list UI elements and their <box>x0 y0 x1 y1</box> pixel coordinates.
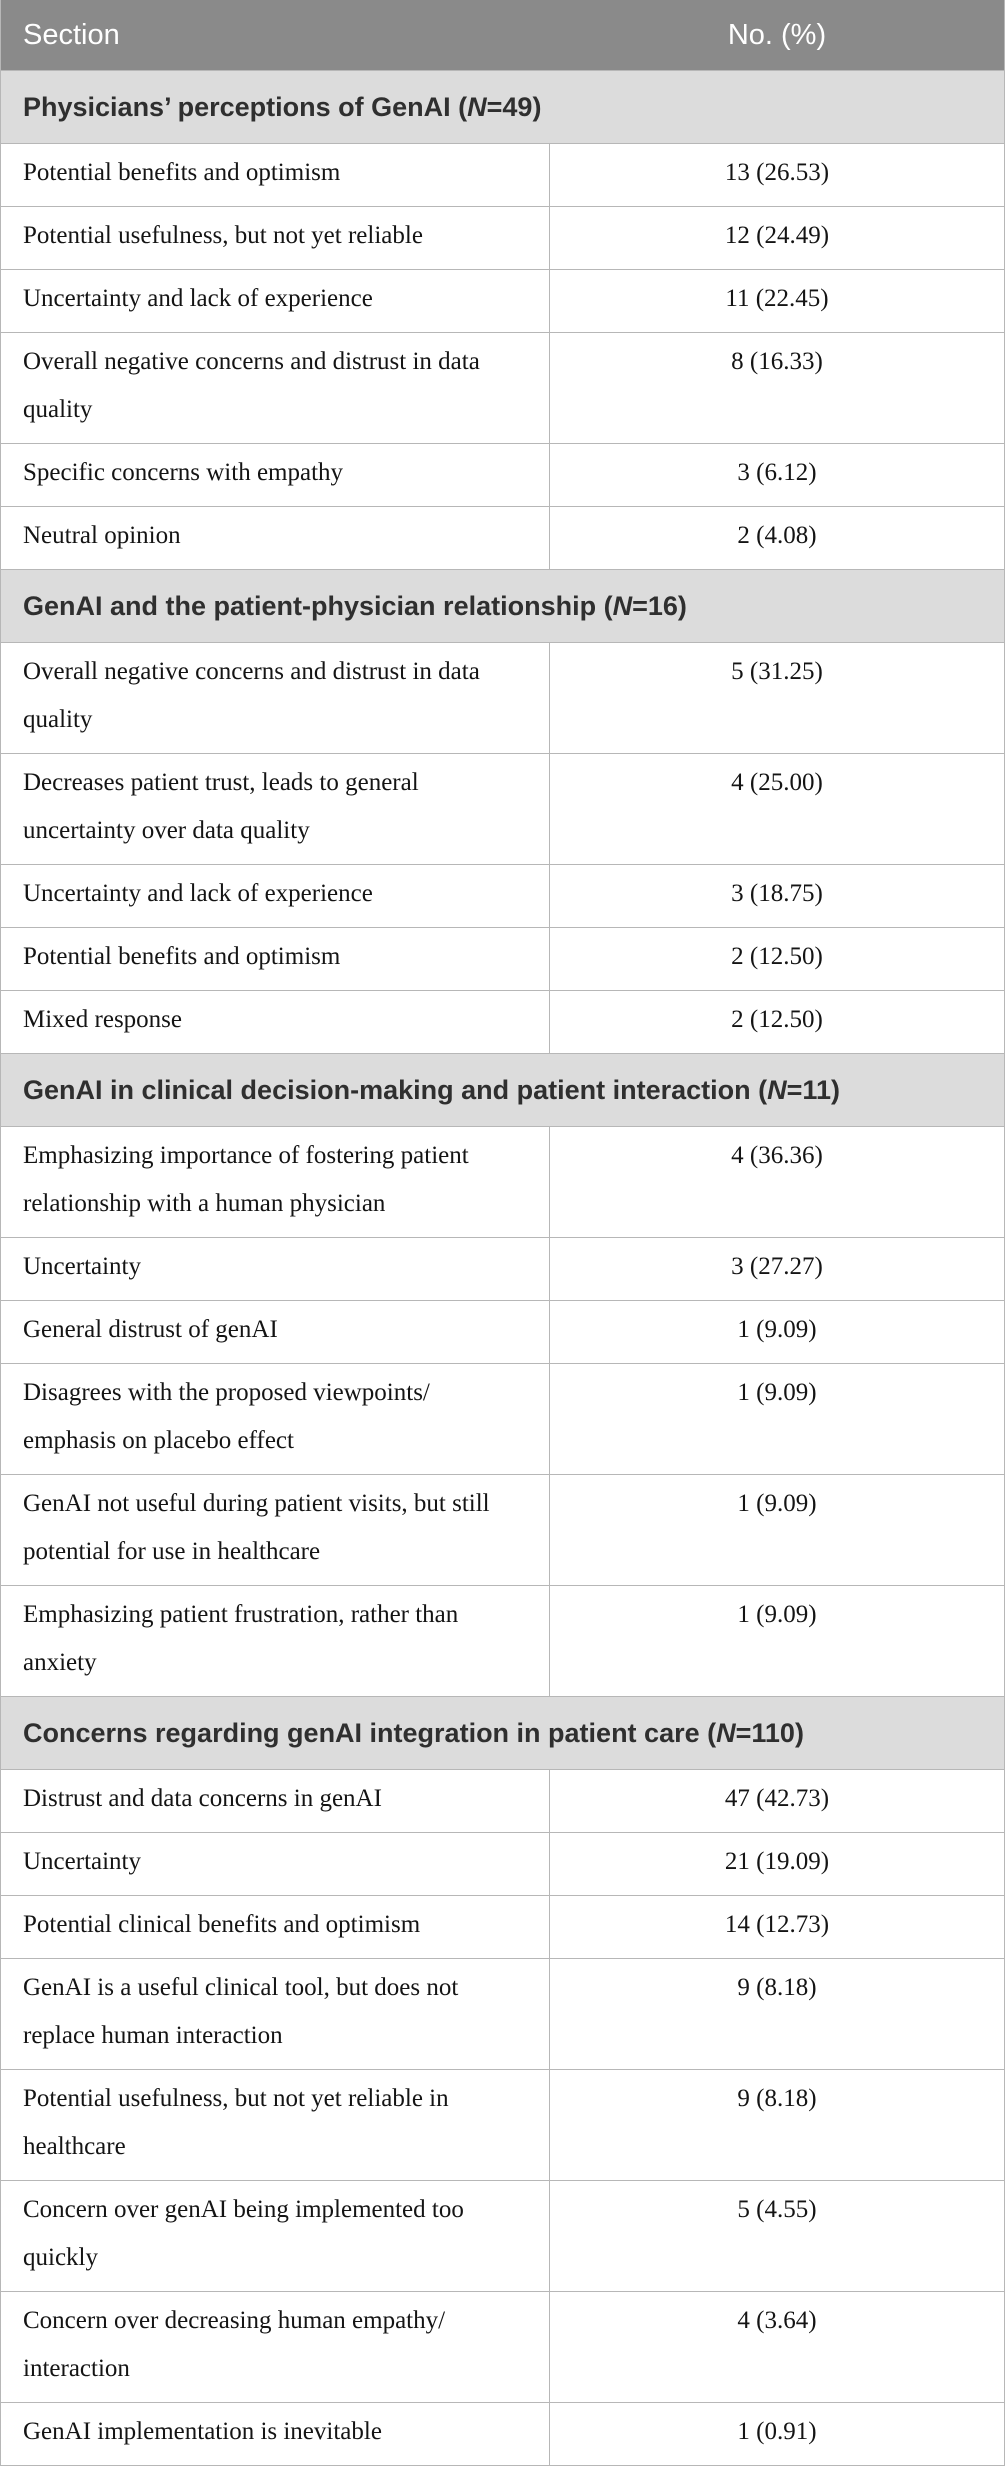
table-row <box>1 269 1004 332</box>
section-header: Physicians’ perceptions of GenAI (N=49) <box>1 70 1004 143</box>
section-header: GenAI in clinical decision-making and patient interaction (N=11) <box>1 1053 1004 1126</box>
row-label: GenAI is a useful clinical tool, but does not replace human interaction <box>1 1959 550 2069</box>
table-header-row <box>1 0 1004 70</box>
table-row <box>1 1237 1004 1300</box>
row-label: Concern over decreasing human empathy/ interaction <box>1 2292 550 2402</box>
row-value: 1 (9.09) <box>737 1379 817 1406</box>
row-value: 9 (8.18) <box>737 1974 817 2001</box>
table-row <box>1 642 1004 753</box>
table-row <box>1 1895 1004 1958</box>
section-title: Physicians’ perceptions of GenAI <box>23 92 451 122</box>
row-value: 2 (4.08) <box>737 522 817 549</box>
table-row <box>1 1832 1004 1895</box>
row-value: 2 (12.50) <box>731 1006 823 1033</box>
column-header-section: Section <box>23 18 120 51</box>
table-row <box>1 927 1004 990</box>
section-header: GenAI and the patient-physician relationship (N=16) <box>1 569 1004 642</box>
row-label: Potential benefits and optimism <box>1 144 550 206</box>
section-title: GenAI and the patient-physician relationship <box>23 591 597 621</box>
row-label: GenAI not useful during patient visits, but still potential for use in healthcare <box>1 1475 550 1585</box>
row-value: 1 (0.91) <box>737 2418 817 2445</box>
row-value: 11 (22.45) <box>725 285 829 312</box>
row-value: 3 (27.27) <box>731 1253 823 1280</box>
row-label: Overall negative concerns and distrust in data quality <box>1 643 550 753</box>
row-value: 5 (31.25) <box>731 658 823 685</box>
row-value: 1 (9.09) <box>737 1316 817 1343</box>
row-value: 4 (3.64) <box>737 2307 817 2334</box>
row-label: Emphasizing importance of fostering patient relationship with a human physician <box>1 1127 550 1237</box>
table-row <box>1 1958 1004 2069</box>
section-n-value: 110 <box>751 1718 795 1748</box>
column-header-no-percent: No. (%) <box>727 18 827 51</box>
row-label: Potential clinical benefits and optimism <box>1 1896 550 1958</box>
table-row <box>1 1769 1004 1832</box>
row-label: Mixed response <box>1 991 550 1053</box>
section-n-symbol: N <box>467 92 487 122</box>
table-body <box>1 70 1004 2465</box>
row-value: 2 (12.50) <box>731 943 823 970</box>
section-n-symbol: N <box>767 1075 787 1105</box>
row-value: 1 (9.09) <box>737 1490 817 1517</box>
section-n-value: 16 <box>647 591 678 621</box>
table-row <box>1 143 1004 206</box>
row-label: Uncertainty and lack of experience <box>1 865 550 927</box>
row-label: Potential usefulness, but not yet reliable <box>1 207 550 269</box>
table-row <box>1 2180 1004 2291</box>
table-row <box>1 206 1004 269</box>
row-value: 47 (42.73) <box>724 1785 830 1812</box>
row-value: 3 (18.75) <box>731 880 823 907</box>
row-value: 1 (9.09) <box>737 1601 817 1628</box>
row-value: 3 (6.12) <box>737 459 817 486</box>
section-n-value: 11 <box>802 1075 831 1105</box>
row-value: 21 (19.09) <box>724 1848 830 1875</box>
row-value: 12 (24.49) <box>724 222 830 249</box>
row-label: Uncertainty <box>1 1833 550 1895</box>
row-value: 8 (16.33) <box>731 348 823 375</box>
table-row <box>1 506 1004 569</box>
row-value: 13 (26.53) <box>724 159 830 186</box>
row-label: Neutral opinion <box>1 507 550 569</box>
table-row <box>1 2402 1004 2465</box>
section-n-symbol: N <box>612 591 633 621</box>
row-label: Overall negative concerns and distrust in data quality <box>1 333 550 443</box>
table-row <box>1 443 1004 506</box>
table-row <box>1 1474 1004 1585</box>
row-label: General distrust of genAI <box>1 1301 550 1363</box>
table-row <box>1 1585 1004 1696</box>
section-n-value: 49 <box>502 92 533 122</box>
table-row <box>1 864 1004 927</box>
table-row <box>1 1126 1004 1237</box>
row-value: 14 (12.73) <box>724 1911 830 1938</box>
row-label: Potential usefulness, but not yet reliable in healthcare <box>1 2070 550 2180</box>
row-label: Specific concerns with empathy <box>1 444 550 506</box>
table-row <box>1 753 1004 864</box>
row-value: 9 (8.18) <box>737 2085 817 2112</box>
section-header: Concerns regarding genAI integration in patient care (N=110) <box>1 1696 1004 1769</box>
row-label: Decreases patient trust, leads to general uncertainty over data quality <box>1 754 550 864</box>
section-title: Concerns regarding genAI integration in patient care <box>23 1718 700 1748</box>
table-row <box>1 332 1004 443</box>
row-label: Potential benefits and optimism <box>1 928 550 990</box>
table-row <box>1 2291 1004 2402</box>
row-value: 4 (25.00) <box>731 769 823 796</box>
row-label: Uncertainty and lack of experience <box>1 270 550 332</box>
table-row <box>1 990 1004 1053</box>
row-value: 5 (4.55) <box>737 2196 817 2223</box>
row-value: 4 (36.36) <box>731 1142 823 1169</box>
table-row <box>1 1363 1004 1474</box>
row-label: Emphasizing patient frustration, rather than anxiety <box>1 1586 550 1696</box>
table-row <box>1 2069 1004 2180</box>
section-n-symbol: N <box>716 1718 736 1748</box>
table-row <box>1 1300 1004 1363</box>
row-label: GenAI implementation is inevitable <box>1 2403 550 2465</box>
section-title: GenAI in clinical decision-making and patient interaction <box>23 1075 751 1105</box>
row-label: Concern over genAI being implemented too quickly <box>1 2181 550 2291</box>
row-label: Distrust and data concerns in genAI <box>1 1770 550 1832</box>
row-label: Disagrees with the proposed viewpoints/ emphasis on placebo effect <box>1 1364 550 1474</box>
row-label: Uncertainty <box>1 1238 550 1300</box>
